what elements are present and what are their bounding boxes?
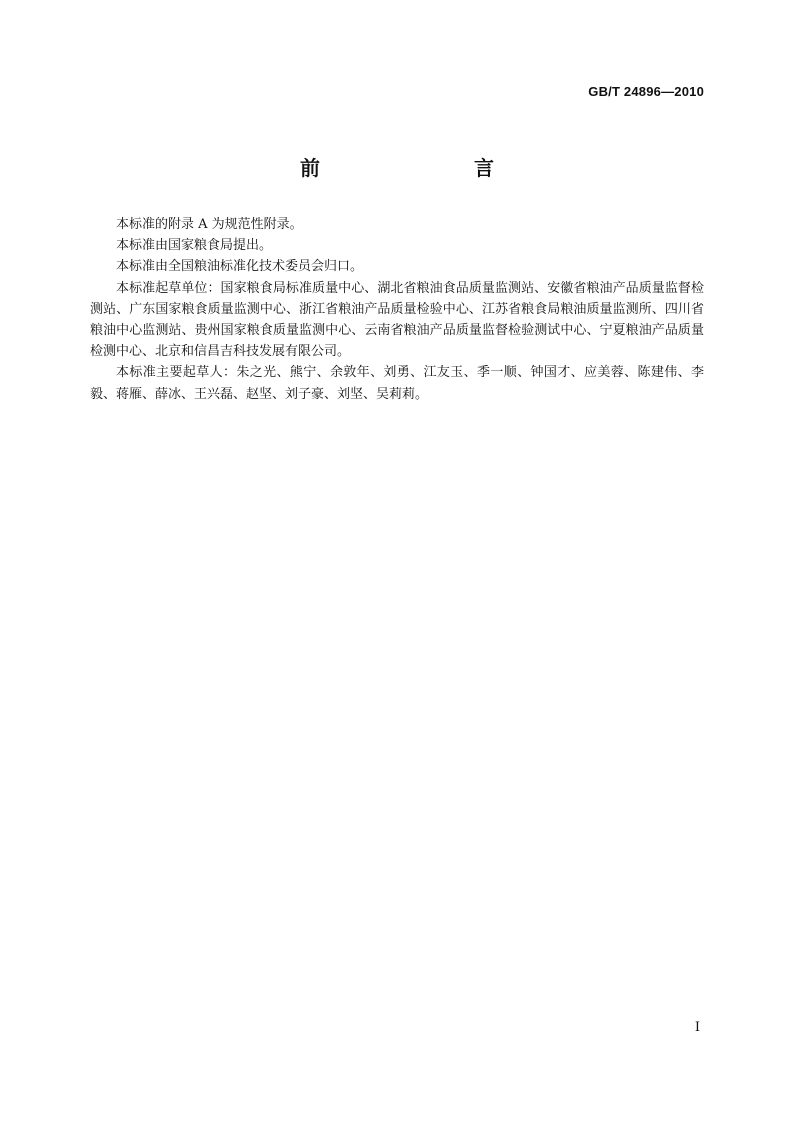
- paragraph-drafting-units: 本标准起草单位：国家粮食局标准质量中心、湖北省粮油食品质量监测站、安徽省粮油产品质量监督检测站、广东国家粮食质量监测中心、浙江省粮油产品质量检验中心、江苏省粮食局粮油质量监测所、四川省粮油中心监测站、贵州国家粮食质量监测中心、云南省粮油产品质量监督检验测试中心、宁夏粮油产品质量检测中心、北京和信昌吉科技发展有限公司。: [90, 280, 704, 360]
- preface-body: [90, 214, 704, 405]
- page-number: I: [694, 1020, 700, 1035]
- standard-code: GB/T 24896—2010: [588, 84, 704, 99]
- page-title: 前 言: [300, 156, 532, 180]
- paragraph-proposer: 本标准由国家粮食局提出。: [116, 238, 273, 254]
- paragraph-annex: 本标准的附录 A 为规范性附录。: [116, 217, 303, 232]
- paragraph-committee: 本标准由全国粮油标准化技术委员会归口。: [116, 259, 364, 275]
- paragraph-drafters: 本标准主要起草人：朱之光、熊宁、余敦年、刘勇、江友玉、季一顺、钟国才、应美蓉、陈建伟、李毅、蒋雁、薛冰、王兴磊、赵坚、刘子豪、刘坚、吴莉莉。: [90, 365, 704, 402]
